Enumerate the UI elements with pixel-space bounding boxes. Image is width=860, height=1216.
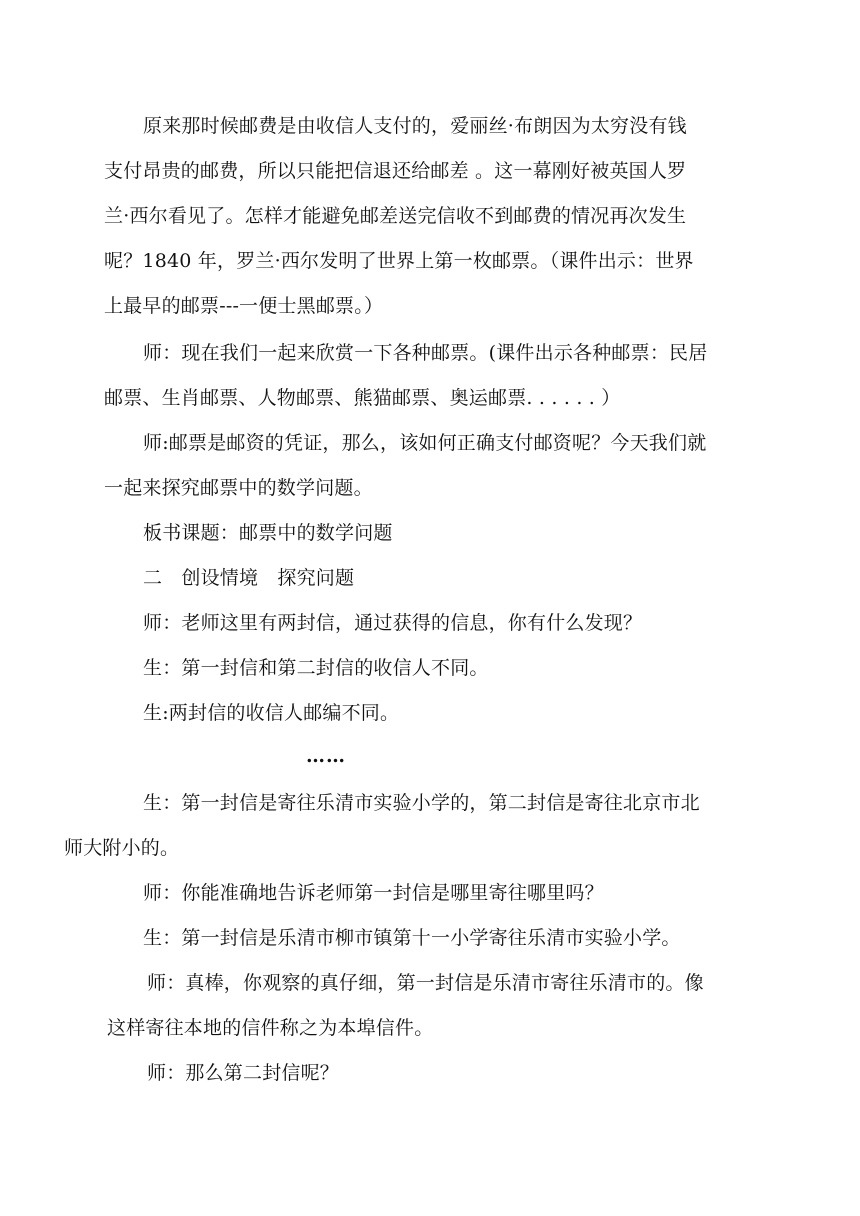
dialogue-line-continuation: 这样寄往本地的信件称之为本埠信件。 <box>107 1017 434 1039</box>
paragraph-1-line-4: 呢？1840 年，罗兰·西尔发明了世界上第一枚邮票。（课件出示：世界 <box>104 250 694 272</box>
paragraph-2-line-2: 邮票、生肖邮票、人物邮票、熊猫邮票、奥运邮票. . . . . . ） <box>104 387 621 409</box>
paragraph-3-line-2: 一起来探究邮票中的数学问题。 <box>104 477 373 499</box>
dialogue-line-continuation: 师大附小的。 <box>64 837 180 859</box>
board-title: 板书课题：邮票中的数学问题 <box>143 522 393 544</box>
dialogue-line: 师：你能准确地告诉老师第一封信是哪里寄往哪里吗？ <box>143 882 604 904</box>
dialogue-line: 师：那么第二封信呢？ <box>147 1062 340 1084</box>
section-heading: 二 创设情境 探究问题 <box>143 567 355 589</box>
paragraph-1-line-3: 兰·西尔看见了。怎样才能避免邮差送完信收不到邮费的情况再次发生 <box>104 205 687 227</box>
ellipsis: …… <box>306 745 346 767</box>
paragraph-1-line-2: 支付昂贵的邮费，所以只能把信退还给邮差 。这一幕刚好被英国人罗 <box>104 160 687 182</box>
dialogue-line: 师：老师这里有两封信，通过获得的信息，你有什么发现？ <box>143 612 643 634</box>
dialogue-line: 生:两封信的收信人邮编不同。 <box>143 702 400 724</box>
paragraph-1-line-1: 原来那时候邮费是由收信人支付的，爱丽丝·布朗因为太穷没有钱 <box>143 115 687 137</box>
paragraph-2-line-1: 师：现在我们一起来欣赏一下各种邮票。(课件出示各种邮票：民居 <box>143 342 708 364</box>
paragraph-1-line-5: 上最早的邮票---一便士黑邮票。） <box>104 295 384 317</box>
dialogue-line: 生：第一封信和第二封信的收信人不同。 <box>143 657 489 679</box>
dialogue-line: 生：第一封信是乐清市柳市镇第十一小学寄往乐清市实验小学。 <box>143 927 681 949</box>
dialogue-line: 生：第一封信是寄往乐清市实验小学的，第二封信是寄往北京市北 <box>143 792 700 814</box>
paragraph-3-line-1: 师:邮票是邮资的凭证，那么，该如何正确支付邮资呢？今天我们就 <box>143 432 707 454</box>
dialogue-line: 师：真棒，你观察的真仔细，第一封信是乐清市寄往乐清市的。像 <box>147 972 704 994</box>
